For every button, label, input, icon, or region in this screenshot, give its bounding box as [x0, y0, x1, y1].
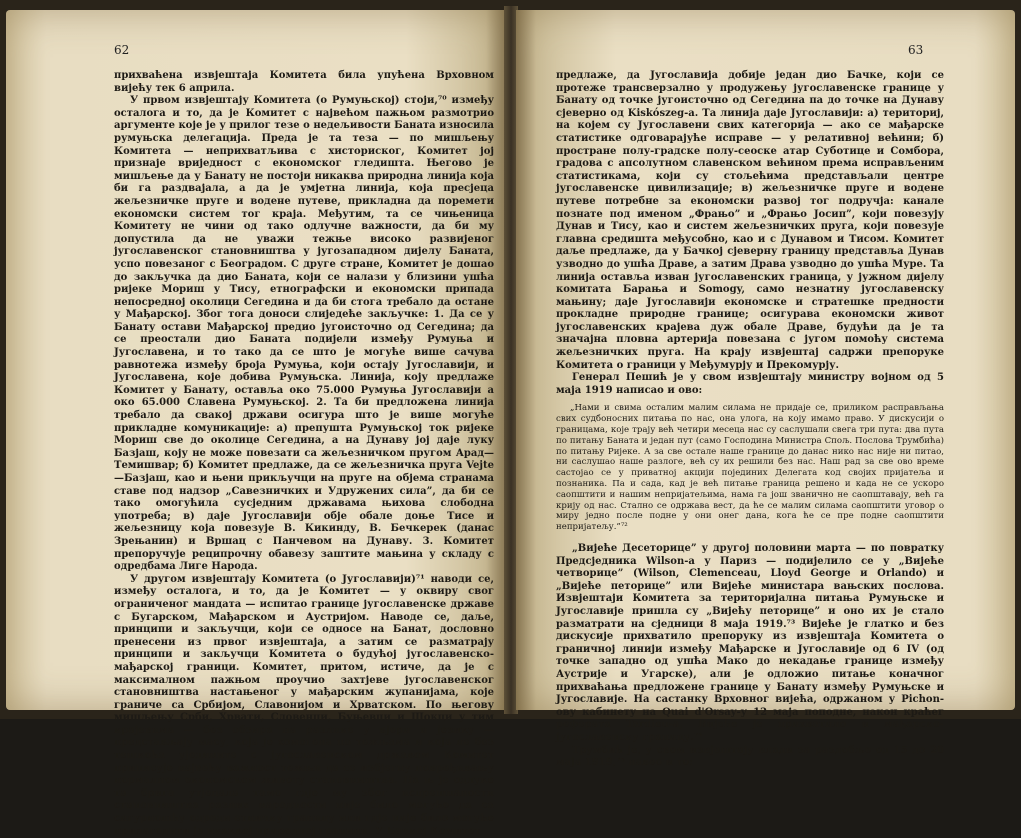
paragraph: прихваћена извјештаја Комитета била упућена Врховном вијећу тек 6 априла.	[114, 70, 494, 94]
left-page	[6, 10, 506, 837]
paragraph: Трумбић је, у свом извјештају влади за раздобље од 15 до 20 маја 1919,⁷⁵ навео и то:	[556, 744, 944, 769]
page-number-left: 62	[114, 43, 130, 57]
paragraph: У првом извјештају Комитета (о Румуњској) стоји,⁷⁰ између осталога и то, да је Комитет с највећом пажњом размотрио аргументе које је у прилог тезе о недељивости Баната износила румуњска делегација. Преда је та теза — по мишљењу Комитета — неприхватљива с хисториског, Комитет јој признаје вриједност с економског гледишта. Његово је мишљење да у Банату не постоји никаква природна линија која би га раздвајала, а да је умјетна линија, која пресјеца жељезничке пруге и водене путеве, прикладна да поремети економски систем тог краја. Међутим, та се чињеница Комитету не чини од тако одлучне важности, да би му допустила да не уважи тежње високо развијеног југославенског становништва у југозападном дијелу Баната, успо повезаног с Београдом. С друге стране, Комитет је дошао до закључка да дио Баната, који се налази у близини ушћа ријеке Мориш у Тису, етнографски и економски припада непосредној околици Сегедина и да би стога требало да остане у Мађарској. Због тога доноси слиједеће закључке: 1. Да се у Банату остави Мађарској предио југоисточно од Сегедина; да се преостали дио Баната подијели између Румуња и Југославена, и то тако да се што је могуће више сачува равнотежа између броја Румуња, који остају Југославији, и Југославена, које добива Румуњска. Линија, коју предлаже Комитет у Банату, оставља око 75.000 Румуња Југославији а око 65.000 Славена Румуњској. 2. Та би предложена линија требало да свакој држави осигура што је више могуће прикладне комуникације: а) препушта Румуњској ток ријеке Мориш све до околице Сегедина, а на Дунаву јој даје луку Базјаш, коју не може повезати са жељезничком пругом Арад—Темишвар; б) Комитет предлаже, да се жељезничка пруга Vejte—Базјаш, као и њени прикључци на пруге на објема странама ставе под надзор „Савезничких и Удружених сила”, да би се тако омогућила сусједним државама њихова слободна употреба; в) даје Југославији обје обале доње Тисе и жељезницу која повезује В. Кикинду, В. Бечкерек (данас Зрењанин) и Вршац с Панчевом на Дунаву. 3. Комитет препоручује реципрочну обавезу заштите мањина у складу с одредбама Лиге Народа.	[114, 95, 494, 573]
paragraph: У другом извјештају Комитета (о Југославији)⁷¹ наводи се, између осталога, и то, да је Комитет — у оквиру свог ограниченог мандата — испитао границе југославенске државе с Бугарском, Мађарском и Аустријом. Наводе се, даље, принципи и закључци, који се односе на Банат, дословно пренесени из првог извјештаја, а затим се разматрају принципи и закључци Комитета о будућој југославенско-мађарској граници. Комитет, притом, истиче, да је с максималном пажњом проучио захтјеве југославенског становништва настањеног у мађарским жупанијама, које граниче са Србијом, Славонијом и Хрватском. По његову мишљењу Срби, Хрвати, Словенци, Буњевци и Шокци у тим крајевима — без обзира на разлике у вјери и језику — представљају масу, која је хомогена по тежњама и која не без тешкоћа уједините с југославенском државом Комитет приписује највећу важност тежњи да се избјегну повређивању нормалном економском животу становништва. На њ је одлуке та брига утјецала тамо гдје му због испрешпаности становништва разних народности није било могуће да са сигурношћу одреди етничку границу или гдје није било могуће прилагодити је икаквој природној граници. У Бачкој Комитет	[114, 573, 494, 837]
right-page	[516, 10, 1015, 769]
paragraph: Генерал Пешић је у свом извјештају министру војном од 5 маја 1919 написао и ово:	[556, 372, 944, 396]
paragraph: предлаже, да Југославија добије један дио Бачке, који се протеже трансверзално у продужењу југославенске границе у Банату од точке југоисточно од Сегедина па до точке на Дунаву сјеверно од Kiskószeg-a. Та линија даје Југославији: а) териториј, на којем су Југославени свих категорија — ако се мађарске статистике одговарајуће исправе — у релативној већини; б) простране полу-градске полу-сеоске атар Суботице и Сомбора, градова с апсолутном славенском већином према исправљеним статистикама, који су стољећима представљали центре југославенске цивилизације; в) жељезничке пруге и водене путеве потребне за економски развој тог подручја: канале познате под именом „Фрањо” и „Фрањо Јосип”, који повезују Дунав и Тису, као и систем жељезничких пруга, који повезује главна средишта међусобно, као и с Дунавом и Тисом. Комитет даље предлаже, да у Бачкој сјеверну границу представља Дунав узводно до ушћа Драве, а затим Драва узводно до ушћа Муре. Та линија оставља изван југославенских граница, у јужном дијелу комитата Барања и Somogy, само незнатну југославенску мањину; даје Југославији економске и стратешке предности прокладне природне границе; осигурава економски живот југославенских крајева дуж обале Драве, будући да је та значајна пловна артерија повезана с југом помоћу система жељезничких пруга. На крају извјештај садржи препоруке Комитета о граници у Међумурју и Прекомурју.	[556, 70, 944, 371]
quote-paragraph: „Нами и свима осталим малим силама не придаје се, приликом расправљања свих судбоносних питања по нас, она улога, на коју имамо право. У дискусији о границама, које трају већ четири месеца нас су саслушали свега три пута: два пута по питању Баната и један пут (само Господина Министра Спољ. Послова Трумбића) по питању Ријеке. А за све остале наше границе до данас нико нас није ни питао, ни саслушао наше разлоге, већ су их решили без нас. Наш рад за све ово време састојао се у приватној акцији појединих Делегата код својих пријатеља и познаника. Па и сада, кад је већ питање граница решено и када не се ускоро саопштити и нашим непријатељима, нама га још званично не саопштавају, већ га крију од нас. Стално се одржава вест, да ће се малим силама саопштити уговор о миру једно после подне у они онег дана, кога ће се пре подне саопштити непријатељу.”⁷²	[556, 403, 944, 533]
block-quote	[556, 403, 944, 533]
left-page-text	[114, 70, 494, 838]
paragraph: „Вијеће Десеторице” у другој половини марта — по повратку Предсједника Wilson-a у Париз — подијелило се у „Вијеће четворице” (Wilson, Clemenceau, Lloyd George и Orlando) и „Вијеће петорице” или Вијеће министара вањских послова. Извјештаји Комитета за територијална питања Румуњске и Југославије пришла су „Вијећу петорице” и оно их је стало разматрати на сједници 8 маја 1919.⁷³ Вијеће је глатко и без дискусије прихватило препоруку из извјештаја Комитета о граничној линији између Мађарске и Југославије од 6 IV (од точке западно од ушћа Мако до некадање границе између Аустрије и Угарске), али је одложио питање коначног прихваћања предложене границе у Банату између Румуњске и Југославије. На састанку Врховног вијећа, одржаном у Pichon-ову кабинету на Quai d'Orsay-у 12 маја поподне, након краћег реферата Tardieu-a, Вијеће је прихватило и мађарско-југославенску границу.⁷⁴	[556, 543, 944, 743]
right-page-text	[556, 70, 944, 770]
page-number-right: 63	[908, 43, 924, 57]
